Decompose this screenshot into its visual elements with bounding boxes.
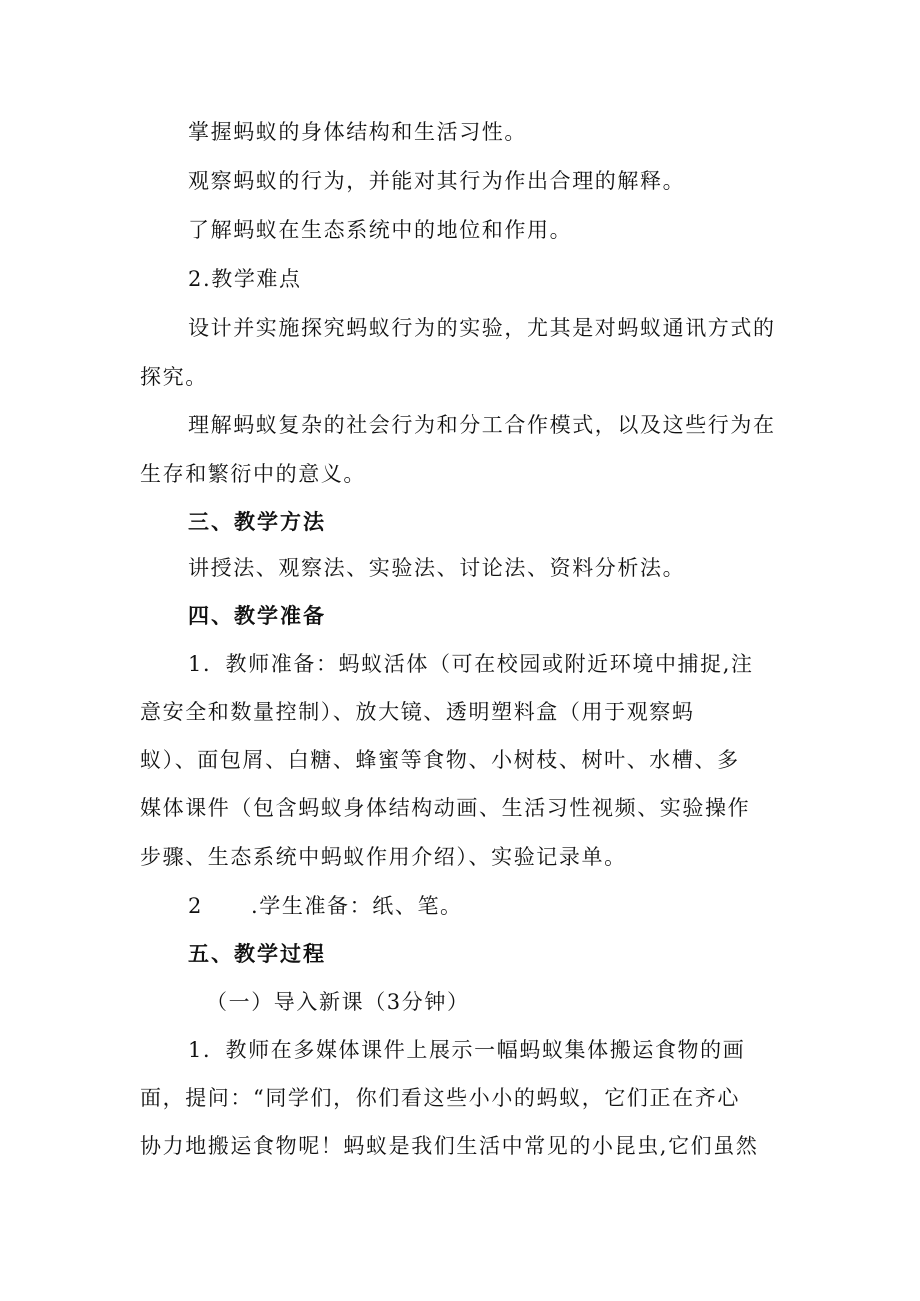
section-heading-preparation: 四、教学准备 — [188, 604, 326, 628]
list-text: .学生准备：纸、笔。 — [250, 894, 463, 918]
text-line: 媒体课件（包含蚂蚁身体结构动画、生活习性视频、实验操作 — [140, 796, 751, 820]
text-line: 蚁）、面包屑、白糖、蜂蜜等食物、小树枝、树叶、水槽、多 — [140, 748, 740, 772]
text-line: 观察蚂蚁的行为，并能对其行为作出合理的解释。 — [188, 169, 686, 193]
text-line-student-prep — [188, 891, 838, 921]
text-line: 步骤、生态系统中蚂蚁作用介绍）、实验记录单。 — [140, 845, 627, 869]
subheading-intro: （一）导入新课（3分钟） — [206, 990, 470, 1014]
text-line: 探究。 — [140, 365, 208, 389]
section-heading-process: 五、教学过程 — [188, 942, 326, 966]
list-number: 2 — [188, 894, 203, 918]
text-line: 设计并实施探究蚂蚁行为的实验，尤其是对蚂蚁通讯方式的 — [188, 316, 776, 340]
text-line: 协力地搬运食物呢！蚂蚁是我们生活中常见的小昆虫,它们虽然 — [140, 1134, 759, 1158]
subheading-difficulty: 2.教学难点 — [188, 267, 302, 291]
section-heading-methods: 三、教学方法 — [188, 510, 326, 534]
text-line: 了解蚂蚁在生态系统中的地位和作用。 — [188, 218, 573, 242]
text-line: 理解蚂蚁复杂的社会行为和分工合作模式，以及这些行为在 — [188, 413, 776, 437]
text-line: 掌握蚂蚁的身体结构和生活习性。 — [188, 120, 527, 144]
text-line: 1．教师准备：蚂蚁活体（可在校园或附近环境中捕捉,注 — [188, 652, 754, 676]
text-line: 意安全和数量控制）、放大镜、透明塑料盒（用于观察蚂 — [140, 700, 695, 724]
text-line: 1．教师在多媒体课件上展示一幅蚂蚁集体搬运食物的画 — [188, 1038, 746, 1062]
text-line: 讲授法、观察法、实验法、讨论法、资料分析法。 — [188, 556, 686, 580]
text-line: 生存和繁衍中的意义。 — [140, 462, 366, 486]
text-line: 面，提问：“同学们，你们看这些小小的蚂蚁，它们正在齐心 — [140, 1086, 740, 1110]
